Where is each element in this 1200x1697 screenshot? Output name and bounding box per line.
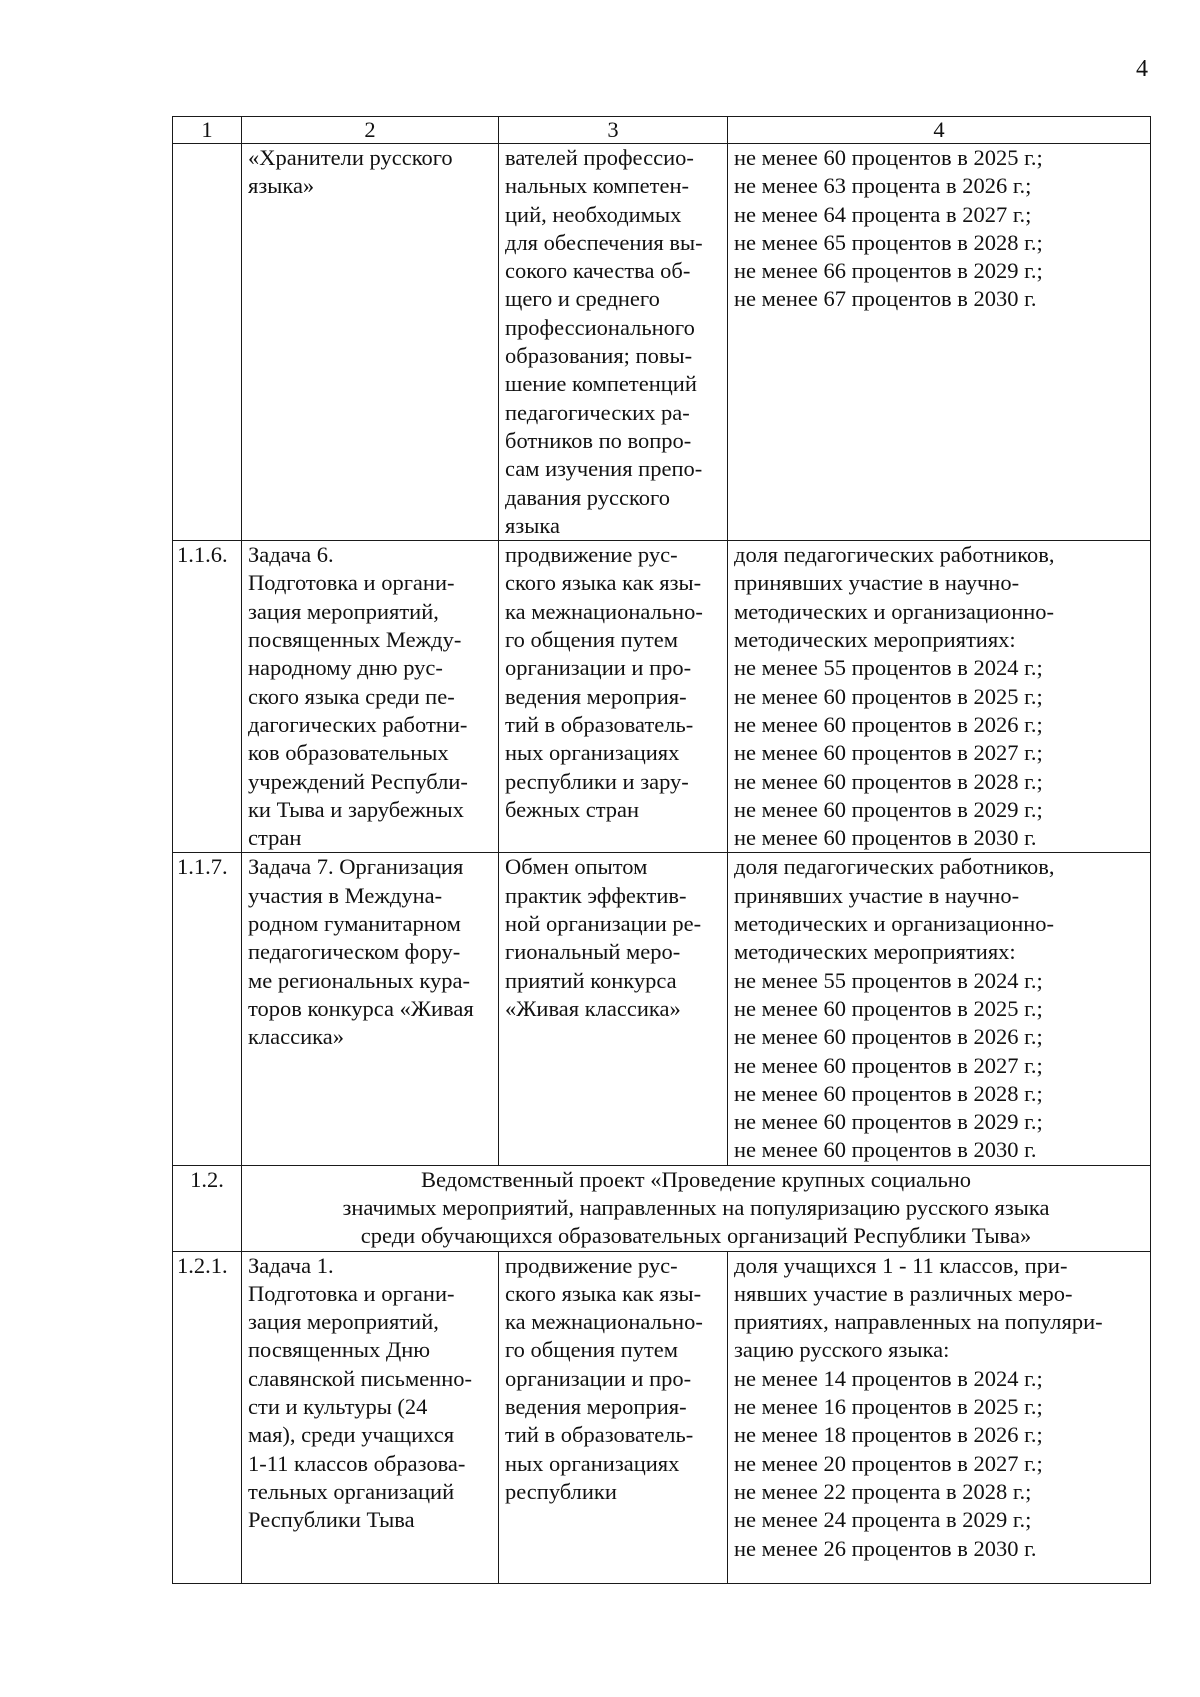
measures-table bbox=[172, 116, 1151, 1584]
text-line: не менее 14 процентов в 2024 г.; bbox=[734, 1365, 1043, 1391]
text-line: зацию русского языка: bbox=[734, 1337, 950, 1363]
text-line: ций, необходимых bbox=[505, 201, 682, 227]
text-line: продвижение рус- bbox=[505, 1252, 678, 1278]
text-line: Задача 1. bbox=[248, 1252, 334, 1278]
table-row bbox=[173, 853, 1151, 1165]
page-number: 4 bbox=[1136, 56, 1148, 82]
row-number: 1.1.6. bbox=[173, 541, 242, 853]
text-line: не менее 60 процентов в 2028 г.; bbox=[734, 1080, 1043, 1106]
text-line: мая), среди учащихся bbox=[248, 1422, 455, 1448]
text-line: Ведомственный проект «Проведение крупных социально bbox=[420, 1166, 972, 1192]
text-line: вателей профессио- bbox=[505, 145, 694, 170]
text-line: педагогическом фору- bbox=[248, 939, 461, 965]
text-line: образования; повы- bbox=[505, 343, 693, 369]
text-line: языка bbox=[505, 512, 560, 538]
text-line: не менее 63 процента в 2026 г.; bbox=[734, 173, 1032, 199]
text-line: родном гуманитарном bbox=[248, 911, 461, 937]
text-line: не менее 60 процентов в 2030 г. bbox=[734, 1137, 1037, 1163]
text-line: ки Тыва и зарубежных bbox=[248, 796, 464, 822]
text-line: профессионального bbox=[505, 314, 695, 340]
description-cell bbox=[499, 541, 728, 853]
row-number: 1.1.7. bbox=[173, 853, 242, 1165]
text-line: ных организациях bbox=[505, 740, 680, 766]
header-row bbox=[173, 117, 1151, 144]
task-cell bbox=[242, 144, 499, 541]
header-col-4: 4 bbox=[728, 117, 1151, 144]
text-line: не менее 60 процентов в 2028 г.; bbox=[734, 768, 1043, 794]
text-line: ведения мероприя- bbox=[505, 1394, 687, 1420]
text-line: не менее 55 процентов в 2024 г.; bbox=[734, 967, 1043, 993]
text-line: продвижение рус- bbox=[505, 542, 678, 568]
text-line: бежных стран bbox=[505, 796, 640, 822]
table-row bbox=[173, 541, 1151, 853]
header-col-1: 1 bbox=[173, 117, 242, 144]
text-line: значимых мероприятий, направленных на популяризацию русского языка bbox=[342, 1194, 1050, 1220]
text-line: ной организации ре- bbox=[505, 911, 702, 937]
text-line: не менее 60 процентов в 2029 г.; bbox=[734, 796, 1043, 822]
text-line: «Живая классика» bbox=[505, 995, 681, 1021]
text-line: республики и зару- bbox=[505, 768, 689, 794]
text-line: не менее 60 процентов в 2025 г.; bbox=[734, 145, 1043, 170]
text-line: ка межнационально- bbox=[505, 598, 703, 624]
text-line: Задача 6. bbox=[248, 542, 334, 568]
text-line: народному дню рус- bbox=[248, 655, 443, 681]
text-line: не менее 60 процентов в 2026 г.; bbox=[734, 711, 1043, 737]
description-cell bbox=[499, 853, 728, 1165]
text-line: ков образовательных bbox=[248, 740, 449, 766]
text-line: не менее 60 процентов в 2025 г.; bbox=[734, 683, 1043, 709]
text-line: доля педагогических работников, bbox=[734, 854, 1055, 880]
text-line: давания русского bbox=[505, 484, 670, 510]
text-line: среди обучающихся образовательных организаций Республики Тыва» bbox=[360, 1223, 1032, 1249]
text-line: зация мероприятий, bbox=[248, 598, 439, 624]
text-line: посвященных Дню bbox=[248, 1337, 431, 1363]
text-line: не менее 60 процентов в 2030 г. bbox=[734, 825, 1037, 851]
text-line: ме региональных кура- bbox=[248, 967, 470, 993]
text-line: не менее 64 процента в 2027 г.; bbox=[734, 201, 1032, 227]
text-line: не менее 18 процентов в 2026 г.; bbox=[734, 1422, 1043, 1448]
description-cell bbox=[499, 144, 728, 541]
text-line: шение компетенций bbox=[505, 371, 697, 397]
description-cell bbox=[499, 1251, 728, 1583]
text-line: ведения мероприя- bbox=[505, 683, 687, 709]
text-line: Подготовка и органи- bbox=[248, 570, 455, 596]
text-line: Обмен опытом bbox=[505, 854, 648, 880]
text-line: посвященных Между- bbox=[248, 627, 462, 653]
row-number: 1.2.1. bbox=[173, 1251, 242, 1583]
text-line: Задача 7. Организация bbox=[248, 854, 464, 880]
text-line: классика» bbox=[248, 1024, 344, 1050]
text-line: нальных компетен- bbox=[505, 173, 689, 199]
text-line: не менее 16 процентов в 2025 г.; bbox=[734, 1394, 1043, 1420]
text-line: тельных организаций bbox=[248, 1478, 455, 1504]
text-line: зация мероприятий, bbox=[248, 1309, 439, 1335]
text-line: не менее 55 процентов в 2024 г.; bbox=[734, 655, 1043, 681]
text-line: 1-11 классов образова- bbox=[248, 1450, 466, 1476]
indicator-cell bbox=[728, 541, 1151, 853]
indicator-cell bbox=[728, 144, 1151, 541]
text-line: методических мероприятиях: bbox=[734, 939, 1016, 965]
text-line: Подготовка и органи- bbox=[248, 1280, 455, 1306]
header-col-2: 2 bbox=[242, 117, 499, 144]
task-cell bbox=[242, 541, 499, 853]
section-row bbox=[173, 1165, 1151, 1251]
text-line: ского языка как язы- bbox=[505, 570, 702, 596]
text-line: не менее 60 процентов в 2029 г.; bbox=[734, 1109, 1043, 1135]
text-line: не менее 60 процентов в 2027 г.; bbox=[734, 740, 1043, 766]
text-line: участия в Междуна- bbox=[248, 882, 443, 908]
row-number bbox=[173, 144, 242, 541]
text-line: ского языка как язы- bbox=[505, 1280, 702, 1306]
table-row bbox=[173, 144, 1151, 541]
text-line: нявших участие в различных меро- bbox=[734, 1280, 1073, 1306]
text-line: приятий конкурса bbox=[505, 967, 677, 993]
text-line: для обеспечения вы- bbox=[505, 229, 703, 255]
text-line: организации и про- bbox=[505, 1365, 692, 1391]
text-line: сокого качества об- bbox=[505, 258, 691, 284]
text-line: педагогических ра- bbox=[505, 399, 690, 425]
row-number: 1.2. bbox=[173, 1165, 242, 1251]
text-line: учреждений Республи- bbox=[248, 768, 468, 794]
text-line: ботников по вопро- bbox=[505, 427, 692, 453]
text-line: методических мероприятиях: bbox=[734, 627, 1016, 653]
table-row bbox=[173, 1251, 1151, 1583]
text-line: стран bbox=[248, 825, 302, 851]
text-line: не менее 65 процентов в 2028 г.; bbox=[734, 229, 1043, 255]
text-line: методических и организационно- bbox=[734, 598, 1055, 624]
text-line: не менее 60 процентов в 2025 г.; bbox=[734, 995, 1043, 1021]
text-line: щего и среднего bbox=[505, 286, 660, 312]
text-line: не менее 60 процентов в 2026 г.; bbox=[734, 1024, 1043, 1050]
text-line: методических и организационно- bbox=[734, 911, 1055, 937]
text-line: не менее 67 процентов в 2030 г. bbox=[734, 286, 1037, 312]
text-line: торов конкурса «Живая bbox=[248, 995, 474, 1021]
text-line: принявших участие в научно- bbox=[734, 570, 1020, 596]
text-line: не менее 20 процентов в 2027 г.; bbox=[734, 1450, 1043, 1476]
text-line: доля учащихся 1 - 11 классов, при- bbox=[734, 1252, 1068, 1278]
text-line: сам изучения препо- bbox=[505, 456, 703, 482]
indicator-cell bbox=[728, 1251, 1151, 1583]
section-title bbox=[242, 1165, 1151, 1251]
text-line: тий в образователь- bbox=[505, 1422, 694, 1448]
text-line: не менее 26 процентов в 2030 г. bbox=[734, 1535, 1037, 1561]
text-line: практик эффектив- bbox=[505, 882, 687, 908]
text-line: приятиях, направленных на популяри- bbox=[734, 1309, 1103, 1335]
header-col-3: 3 bbox=[499, 117, 728, 144]
text-line: ка межнационально- bbox=[505, 1309, 703, 1335]
text-line: Республики Тыва bbox=[248, 1507, 415, 1533]
text-line: принявших участие в научно- bbox=[734, 882, 1020, 908]
text-line: тий в образователь- bbox=[505, 711, 694, 737]
text-line: дагогических работни- bbox=[248, 711, 468, 737]
text-line: ных организациях bbox=[505, 1450, 680, 1476]
task-cell bbox=[242, 853, 499, 1165]
text-line: не менее 22 процента в 2028 г.; bbox=[734, 1478, 1032, 1504]
text-line: республики bbox=[505, 1478, 617, 1504]
text-line: сти и культуры (24 bbox=[248, 1394, 428, 1420]
text-line: не менее 66 процентов в 2029 г.; bbox=[734, 258, 1043, 284]
text-line: не менее 24 процента в 2029 г.; bbox=[734, 1507, 1032, 1533]
text-line: славянской письменно- bbox=[248, 1365, 472, 1391]
text-line: ского языка среди пе- bbox=[248, 683, 455, 709]
text-line: «Хранители русского bbox=[248, 145, 453, 170]
text-line: языка» bbox=[248, 173, 315, 199]
text-line: организации и про- bbox=[505, 655, 692, 681]
text-line: гиональный меро- bbox=[505, 939, 681, 965]
text-line: не менее 60 процентов в 2027 г.; bbox=[734, 1052, 1043, 1078]
indicator-cell bbox=[728, 853, 1151, 1165]
text-line: доля педагогических работников, bbox=[734, 542, 1055, 568]
text-line: го общения путем bbox=[505, 627, 678, 653]
text-line: го общения путем bbox=[505, 1337, 678, 1363]
task-cell bbox=[242, 1251, 499, 1583]
